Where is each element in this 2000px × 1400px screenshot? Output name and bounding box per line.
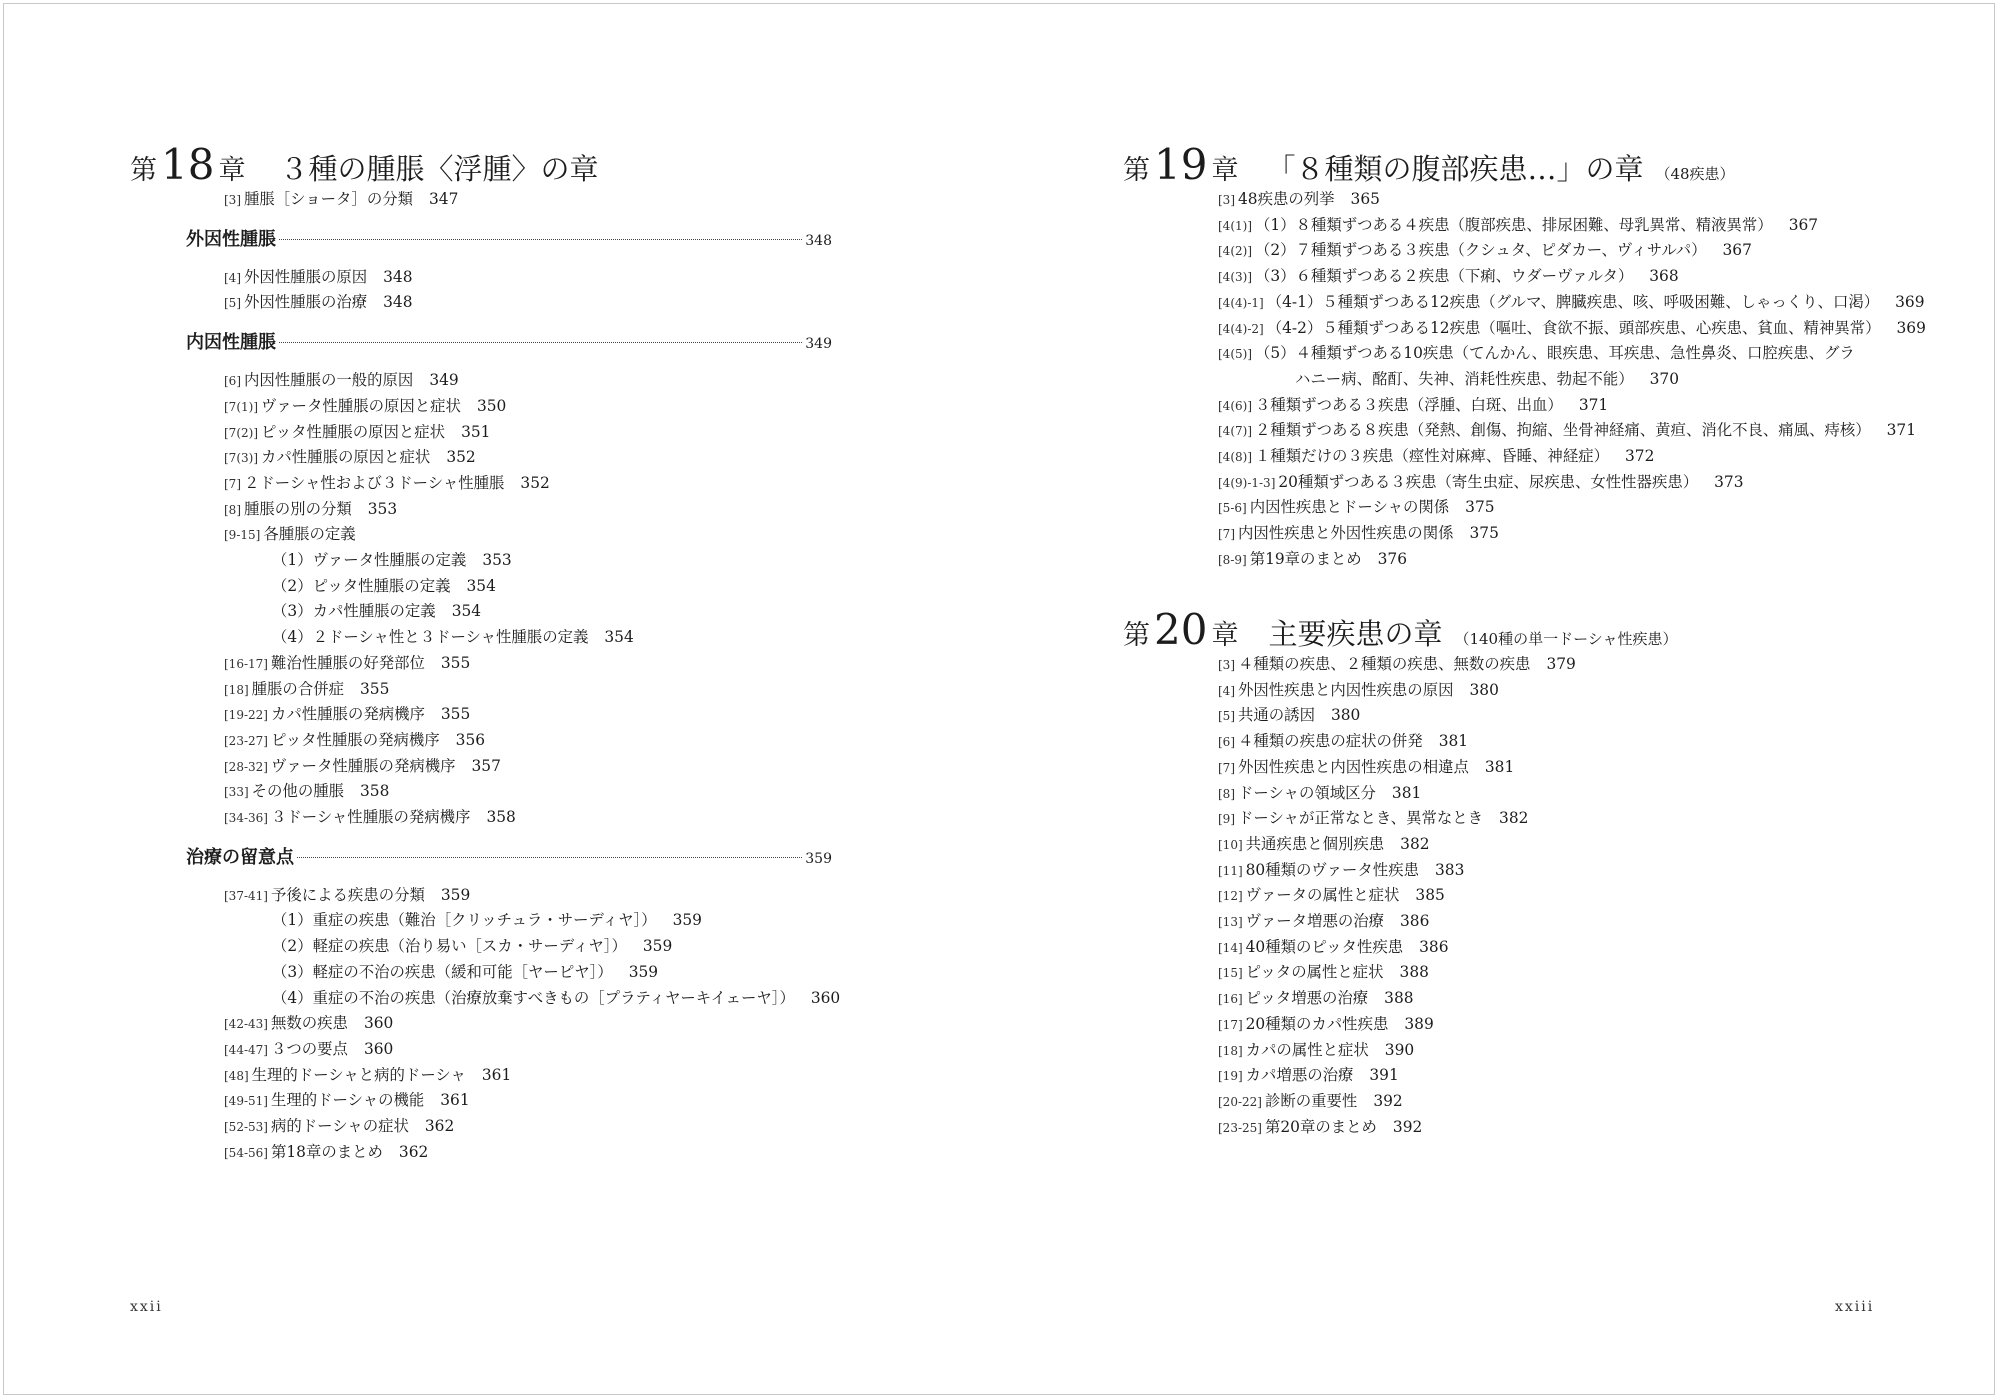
dot-leader: [279, 341, 802, 343]
section-page: 359: [805, 850, 832, 867]
entry-page: 352: [520, 473, 550, 492]
dot-leader: [279, 238, 802, 240]
entry-ref: [14]: [1218, 940, 1243, 955]
toc-entry: [1218, 1011, 1434, 1037]
entry-title: 予後による疾患の分類: [270, 885, 425, 904]
entry-title: 20種類のカパ性疾患: [1245, 1014, 1389, 1033]
entry-title: ３つの要点: [270, 1039, 348, 1058]
entry-title: （4-2）５種類ずつある12疾患（嘔吐、食欲不振、頭部疾患、心疾患、貧血、精神異常）: [1266, 318, 1881, 337]
toc-entry: [224, 753, 501, 779]
toc-entry: [224, 1139, 428, 1165]
entry-title: （4-1）５種類ずつある12疾患（グルマ、脾臓疾患、咳、呼吸困難、しゃっくり、口渇）: [1266, 292, 1880, 311]
toc-entry: [224, 289, 413, 315]
entry-ref: [19]: [1218, 1069, 1243, 1084]
entry-page: 369: [1896, 318, 1926, 337]
toc-entry: [224, 1087, 470, 1113]
entry-ref: [15]: [1218, 966, 1243, 981]
entry-page: 355: [440, 653, 471, 672]
entry-page: 386: [1419, 937, 1449, 956]
entry-page: 359: [628, 962, 659, 981]
entry-ref: [20-22]: [1218, 1094, 1262, 1109]
entry-ref: [4(6)]: [1218, 398, 1252, 413]
entry-page: 350: [476, 396, 507, 415]
entry-page: 390: [1384, 1040, 1415, 1059]
entry-page: 368: [1649, 267, 1679, 286]
entry-title: ピッタ性腫脹の原因と症状: [261, 422, 446, 441]
entry-ref: [49-51]: [224, 1094, 268, 1109]
chapter-number: 20: [1154, 605, 1208, 654]
entry-title: ピッタの属性と症状: [1245, 963, 1384, 982]
toc-entry: [224, 1113, 454, 1139]
section-heading: [186, 328, 832, 354]
entry-title: 内因性疾患とドーシャの関係: [1249, 498, 1450, 517]
entry-page: 388: [1384, 989, 1414, 1008]
entry-ref: [33]: [224, 785, 249, 800]
entry-ref: [5-6]: [1218, 501, 1247, 516]
toc-entry: [1218, 1114, 1422, 1140]
entry-ref: [6]: [1218, 735, 1235, 750]
chapter-prefix: 第: [1123, 620, 1150, 651]
left-page: [130, 0, 850, 1400]
entry-page: 355: [360, 679, 390, 698]
entry-page: 386: [1400, 912, 1430, 930]
toc-entry: [224, 496, 397, 522]
section-page: 348: [805, 232, 832, 249]
entry-title: ヴァータ増悪の治療: [1245, 912, 1385, 930]
entry-ref: [10]: [1218, 837, 1243, 852]
entry-ref: [7(2)]: [224, 425, 258, 440]
toc-entry: [1218, 315, 1926, 341]
toc-entry: [1218, 212, 1818, 238]
toc-entry: [1218, 443, 1654, 469]
entry-title: ４種類の疾患の症状の併発: [1238, 732, 1423, 751]
chapter-title: 主要疾患の章: [1268, 617, 1443, 651]
entry-page: 360: [810, 988, 841, 1007]
toc-entry: [1218, 882, 1445, 908]
entry-title: （3）軽症の不治の疾患（緩和可能［ヤーピヤ］）: [272, 962, 613, 981]
entry-page: 353: [367, 499, 398, 518]
toc-entry: [272, 985, 840, 1011]
toc-entry: [224, 727, 485, 753]
entry-ref: [13]: [1218, 915, 1243, 929]
toc-entry: [224, 186, 458, 212]
toc-entry: [1218, 1062, 1399, 1088]
toc-entry: [1218, 469, 1744, 495]
entry-page: 351: [461, 422, 491, 441]
toc-entry: [1218, 702, 1360, 728]
entry-title: （2）軽症の疾患（治り易い［スカ・サーディヤ］）: [272, 937, 627, 956]
toc-entry: [1218, 546, 1407, 572]
entry-ref: [3]: [1218, 193, 1235, 207]
entry-ref: [23-25]: [1218, 1120, 1262, 1135]
entry-ref: [9-15]: [224, 528, 261, 543]
entry-title: ドーシャが正常なとき、異常なとき: [1238, 809, 1484, 828]
entry-title: ３種類ずつある３疾患（浮腫、白斑、出血）: [1255, 395, 1563, 414]
entry-ref: [54-56]: [224, 1145, 268, 1160]
entry-page: 354: [466, 576, 496, 595]
section-page: 349: [805, 336, 832, 353]
entry-title: （2）７種類ずつある３疾患（クシュタ、ピダカー、ヴィサルパ）: [1255, 241, 1707, 260]
entry-title: ピッタ増悪の治療: [1245, 989, 1369, 1008]
entry-page: 381: [1484, 757, 1515, 776]
entry-page: 365: [1350, 190, 1380, 208]
entry-ref: [4(3)]: [1218, 270, 1252, 285]
toc-entry: [1218, 754, 1514, 780]
entry-page: 361: [481, 1065, 512, 1084]
chapter-suffix: 章: [218, 155, 246, 186]
entry-page: 369: [1895, 292, 1925, 311]
entry-title: ドーシャの領域区分: [1238, 783, 1376, 802]
entry-page: 358: [360, 782, 390, 801]
entry-ref: [34-36]: [224, 811, 268, 825]
dot-leader: [297, 856, 802, 858]
entry-ref: [5]: [1218, 709, 1235, 724]
entry-ref: [12]: [1218, 889, 1243, 904]
entry-page: 382: [1400, 834, 1430, 853]
entry-ref: [18]: [1218, 1043, 1243, 1058]
entry-ref: [4(5)]: [1218, 347, 1252, 362]
entry-page: 362: [424, 1117, 455, 1135]
toc-entry: [272, 598, 481, 624]
entry-ref: [8]: [224, 502, 241, 517]
chapter-number: 19: [1154, 140, 1208, 189]
toc-entry: [272, 624, 634, 650]
entry-page: 354: [604, 628, 634, 647]
toc-entry: [1218, 289, 1925, 315]
toc-entry: [224, 701, 470, 727]
entry-title: 80種類のヴァータ性疾患: [1245, 860, 1419, 879]
toc-entry: [224, 444, 476, 470]
entry-ref: [23-27]: [224, 733, 268, 748]
entry-page: 381: [1438, 732, 1469, 751]
toc-entry: [224, 521, 356, 547]
entry-page: 361: [440, 1091, 470, 1110]
entry-title: （4）重症の不治の疾患（治療放棄すべきもの［プラティヤーキイェーヤ］）: [272, 988, 795, 1007]
chapter-title: 「８種類の腹部疾患…」の章: [1266, 152, 1644, 186]
entry-page: 354: [451, 602, 482, 621]
chapter-number: 18: [161, 140, 215, 189]
entry-ref: [3]: [224, 193, 241, 207]
section-heading: [186, 843, 832, 869]
entry-ref: [8-9]: [1218, 552, 1247, 567]
entry-ref: [18]: [224, 682, 249, 697]
entry-title: 腫脹の合併症: [251, 679, 344, 698]
entry-ref: [7(3)]: [224, 451, 258, 466]
entry-title: 第18章のまとめ: [270, 1142, 383, 1161]
entry-ref: [4(7)]: [1218, 424, 1252, 439]
chapter-note: （48疾患）: [1655, 165, 1735, 183]
entry-ref: [28-32]: [224, 759, 268, 774]
entry-title: 生理的ドーシャの機能: [270, 1091, 425, 1110]
entry-page: 360: [363, 1014, 394, 1033]
entry-page: 371: [1578, 395, 1609, 414]
entry-title: ４種類の疾患、２種類の疾患、無数の疾患: [1238, 655, 1531, 673]
toc-entry: [1218, 340, 1855, 366]
entry-title: 40種類のピッタ性疾患: [1245, 937, 1404, 956]
toc-entry: [224, 1036, 393, 1062]
entry-page: 383: [1434, 860, 1465, 879]
entry-page: 347: [429, 190, 459, 208]
entry-title: 内因性疾患と外因性疾患の関係: [1238, 524, 1454, 543]
entry-ref: [6]: [224, 374, 241, 389]
entry-title: （1）重症の疾患（難治［クリッチュラ・サーディヤ］）: [272, 911, 657, 930]
entry-page: 389: [1404, 1014, 1434, 1033]
toc-entry: [224, 650, 470, 676]
entry-title: 外因性疾患と内因性疾患の原因: [1238, 680, 1454, 699]
entry-title: ３ドーシャ性腫脹の発病機序: [270, 808, 471, 826]
entry-title: ハニー病、酩酊、失神、消耗性疾患、勃起不能）: [1295, 369, 1634, 388]
entry-title: （4）２ドーシャ性と３ドーシャ性腫脹の定義: [272, 628, 589, 647]
entry-ref: [52-53]: [224, 1120, 268, 1134]
entry-title: 腫脹の別の分類: [244, 499, 352, 518]
chapter-suffix: 章: [1211, 155, 1239, 186]
entry-page: 356: [455, 730, 486, 749]
entry-title: ヴァータ性腫脹の原因と症状: [261, 396, 461, 415]
section-title: 治療の留意点: [186, 846, 294, 868]
entry-title: カパ性腫脹の発病機序: [270, 705, 425, 724]
entry-title: ２種類ずつある８疾患（発熱、創傷、拘縮、坐骨神経痛、黄疸、消化不良、痛風、痔核）: [1255, 421, 1871, 440]
entry-title: 第19章のまとめ: [1249, 549, 1362, 568]
entry-page: 382: [1499, 809, 1529, 828]
entry-title: 外因性腫脹の治療: [244, 293, 368, 312]
toc-entry: [272, 907, 702, 933]
chapter-20-heading: [1123, 605, 1678, 654]
entry-title: 外因性腫脹の原因: [244, 267, 368, 286]
entry-page: 359: [672, 911, 702, 930]
chapter-note: （140種の単一ドーシャ性疾患）: [1454, 630, 1678, 648]
toc-entry: [224, 1062, 511, 1088]
entry-page: 349: [429, 371, 459, 390]
entry-page: 359: [440, 885, 471, 904]
chapter-title: ３種の腫脹〈浮腫〉の章: [279, 152, 599, 186]
entry-ref: [7]: [224, 476, 241, 491]
entry-page: 355: [440, 705, 471, 724]
entry-ref: [4]: [224, 270, 241, 285]
toc-entry: [1218, 728, 1468, 754]
entry-page: 367: [1722, 241, 1752, 260]
entry-title: 生理的ドーシャと病的ドーシャ: [251, 1065, 466, 1084]
toc-entry: [224, 470, 550, 496]
entry-page: 370: [1649, 369, 1679, 388]
toc-entry: [1218, 908, 1429, 934]
entry-title: 共通の誘因: [1238, 706, 1315, 725]
entry-title: （5）４種類ずつある10疾患（てんかん、眼疾患、耳疾患、急性鼻炎、口腔疾患、グラ: [1255, 344, 1855, 363]
entry-page: 375: [1469, 524, 1499, 543]
toc-entry: [272, 933, 672, 959]
toc-entry: [1295, 366, 1679, 392]
page-number-left: xxii: [130, 1299, 163, 1315]
entry-ref: [16]: [1218, 992, 1243, 1007]
entry-title: その他の腫脹: [251, 782, 344, 801]
toc-entry: [1218, 392, 1608, 418]
entry-title: カパ性腫脹の原因と症状: [261, 448, 431, 467]
toc-entry: [272, 547, 512, 573]
entry-page: 385: [1415, 886, 1445, 905]
entry-title: 無数の疾患: [270, 1014, 348, 1033]
entry-ref: [3]: [1218, 658, 1235, 672]
entry-page: 391: [1369, 1066, 1399, 1085]
entry-title: （1）ヴァータ性腫脹の定義: [272, 551, 467, 569]
entry-page: 362: [398, 1142, 429, 1161]
toc-entry: [1218, 959, 1429, 985]
toc-entry: [1218, 1088, 1403, 1114]
entry-title: （2）ピッタ性腫脹の定義: [272, 576, 451, 595]
entry-title: ２ドーシャ性および３ドーシャ性腫脹: [244, 473, 505, 492]
entry-title: 48疾患の列挙: [1238, 190, 1335, 208]
toc-entry: [1218, 985, 1414, 1011]
section-title: 内因性腫脹: [186, 332, 276, 354]
toc-entry: [1218, 263, 1679, 289]
entry-page: 353: [482, 551, 512, 569]
entry-title: ヴァータの属性と症状: [1245, 886, 1400, 905]
entry-page: 381: [1391, 783, 1422, 802]
entry-title: カパの属性と症状: [1245, 1040, 1369, 1059]
entry-page: 380: [1469, 680, 1499, 699]
entry-title: ピッタ性腫脹の発病機序: [270, 730, 440, 749]
chapter-prefix: 第: [1123, 155, 1150, 186]
entry-ref: [4(4)-2]: [1218, 321, 1264, 336]
entry-title: 20種類ずつある３疾患（寄生虫症、尿疾患、女性性器疾患）: [1278, 472, 1699, 491]
entry-title: （3）６種類ずつある２疾患（下痢、ウダーヴァルタ）: [1255, 267, 1634, 286]
toc-entry: [224, 804, 516, 830]
toc-entry: [1218, 520, 1499, 546]
toc-entry: [1218, 186, 1380, 212]
entry-page: 375: [1465, 498, 1495, 517]
chapter-19-heading: [1123, 140, 1735, 189]
toc-entry: [1218, 651, 1576, 677]
entry-page: 380: [1330, 706, 1361, 725]
entry-ref: [42-43]: [224, 1017, 268, 1032]
entry-page: 371: [1886, 421, 1917, 440]
entry-title: 第20章のまとめ: [1264, 1117, 1377, 1136]
toc-entry: [1218, 494, 1495, 520]
entry-title: カパ増悪の治療: [1245, 1066, 1354, 1085]
toc-entry: [224, 419, 490, 445]
entry-ref: [4(4)-1]: [1218, 295, 1264, 310]
entry-ref: [8]: [1218, 786, 1235, 801]
entry-page: 360: [363, 1039, 394, 1058]
section-heading: [186, 225, 832, 251]
chapter-suffix: 章: [1211, 620, 1239, 651]
entry-page: 376: [1377, 549, 1408, 568]
entry-ref: [7(1)]: [224, 399, 258, 414]
entry-ref: [16-17]: [224, 656, 268, 671]
chapter-prefix: 第: [130, 155, 157, 186]
toc-entry: [224, 676, 389, 702]
toc-entry: [224, 1010, 393, 1036]
toc-entry: [1218, 677, 1499, 703]
toc-entry: [1218, 237, 1752, 263]
entry-page: 367: [1788, 215, 1819, 234]
entry-page: 379: [1546, 655, 1576, 673]
toc-entry: [1218, 780, 1421, 806]
entry-ref: [5]: [224, 296, 241, 311]
toc-entry: [1218, 1037, 1414, 1063]
entry-ref: [4(9)-1-3]: [1218, 475, 1276, 490]
entry-ref: [44-47]: [224, 1042, 268, 1057]
entry-title: （1）８種類ずつある４疾患（腹部疾患、排尿困難、母乳異常、精液異常）: [1255, 215, 1773, 234]
entry-ref: [37-41]: [224, 888, 268, 903]
entry-ref: [19-22]: [224, 708, 268, 723]
entry-ref: [48]: [224, 1068, 249, 1083]
entry-ref: [4]: [1218, 683, 1235, 698]
entry-page: 392: [1373, 1091, 1403, 1110]
page-number-right: xxiii: [1835, 1299, 1875, 1315]
entry-page: 352: [446, 448, 476, 467]
entry-title: ヴァータ性腫脹の発病機序: [270, 756, 456, 775]
entry-ref: [7]: [1218, 760, 1235, 775]
entry-title: 外因性疾患と内因性疾患の相違点: [1238, 757, 1469, 776]
section-title: 外因性腫脹: [186, 228, 276, 250]
entry-page: 372: [1625, 447, 1655, 465]
entry-page: 357: [471, 756, 501, 775]
toc-entry: [224, 882, 470, 908]
entry-ref: [7]: [1218, 527, 1235, 542]
toc-entry: [224, 264, 413, 290]
chapter-18-heading: [130, 140, 599, 189]
toc-entry: [272, 573, 496, 599]
toc-entry: [1218, 417, 1916, 443]
toc-entry: [272, 959, 658, 985]
entry-title: １種類だけの３疾患（痙性対麻痺、昏睡、神経症）: [1255, 447, 1609, 465]
entry-page: 373: [1714, 472, 1744, 491]
entry-title: 共通疾患と個別疾患: [1245, 834, 1385, 853]
toc-entry: [1218, 831, 1430, 857]
entry-page: 348: [383, 293, 413, 312]
entry-title: 各腫脹の定義: [263, 525, 356, 544]
toc-entry: [224, 778, 389, 804]
entry-ref: [17]: [1218, 1017, 1243, 1032]
entry-ref: [4(8)]: [1218, 450, 1252, 464]
entry-ref: [9]: [1218, 812, 1235, 827]
entry-ref: [4(2)]: [1218, 244, 1252, 259]
entry-title: 病的ドーシャの症状: [270, 1117, 409, 1135]
entry-page: 388: [1399, 963, 1429, 982]
entry-page: 392: [1392, 1117, 1423, 1136]
toc-entry: [1218, 857, 1464, 883]
toc-entry: [224, 367, 459, 393]
entry-ref: [11]: [1218, 863, 1243, 878]
toc-entry: [224, 393, 506, 419]
entry-page: 358: [486, 808, 516, 826]
entry-title: 難治性腫脹の好発部位: [270, 653, 425, 672]
entry-title: 内因性腫脹の一般的原因: [244, 371, 414, 390]
entry-title: 腫脹［ショータ］の分類: [244, 190, 413, 208]
entry-title: 診断の重要性: [1264, 1091, 1358, 1110]
entry-ref: [4(1)]: [1218, 218, 1252, 233]
toc-entry: [1218, 805, 1528, 831]
entry-page: 348: [383, 267, 413, 286]
right-page: [1123, 0, 1926, 1400]
toc-entry: [1218, 934, 1449, 960]
entry-title: （3）カパ性腫脹の定義: [272, 602, 436, 621]
entry-page: 359: [642, 937, 673, 956]
